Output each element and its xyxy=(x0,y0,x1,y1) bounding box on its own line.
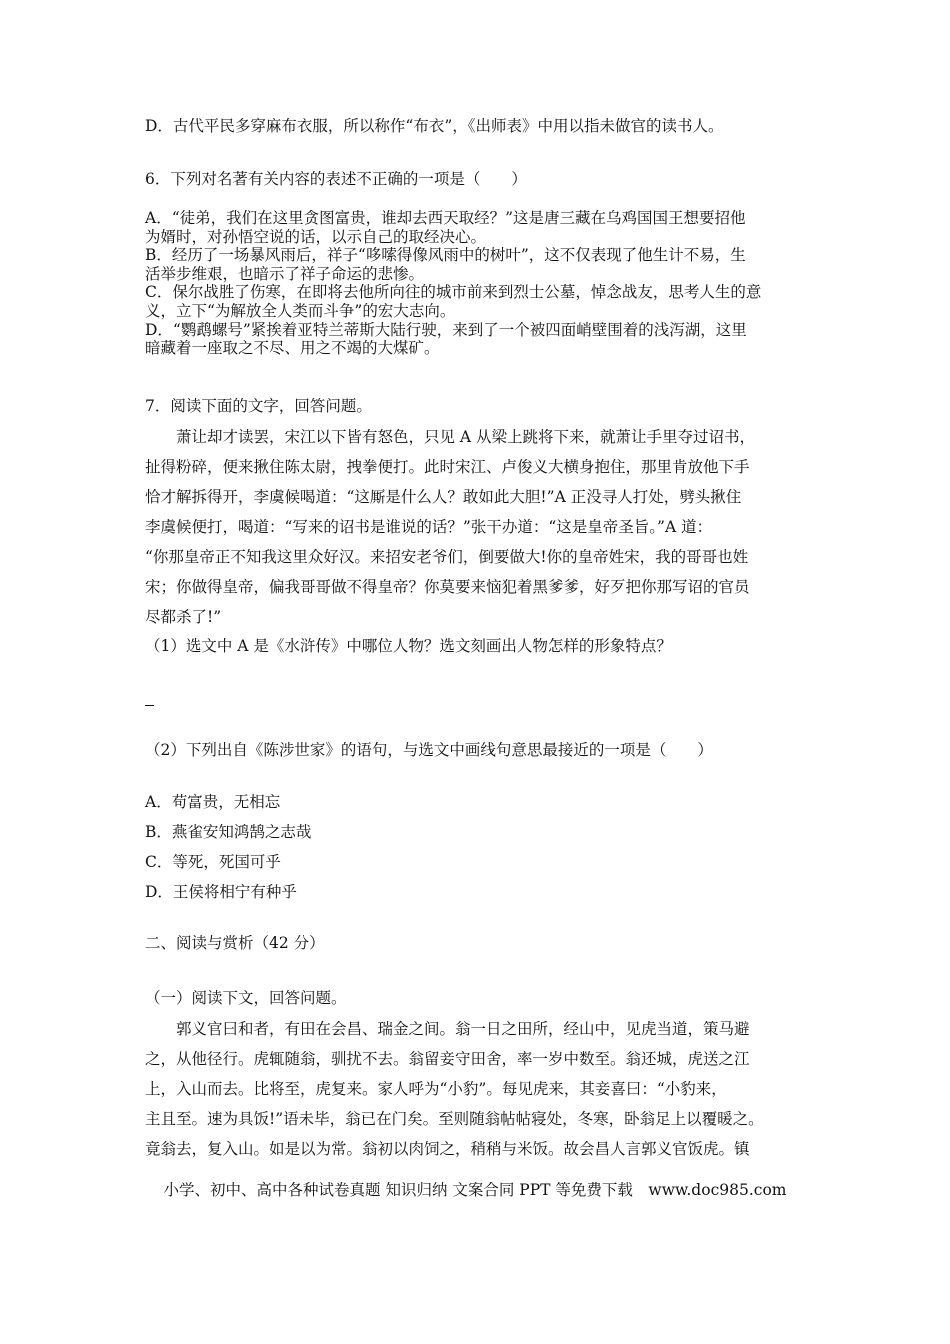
q6-option-line: 活举步维艰，也暗示了祥子命运的悲惨。 xyxy=(145,264,425,283)
q7-passage xyxy=(145,422,810,632)
q7-passage-line: 李虞候便打，喝道：“写来的诏书是谁说的话？”张干办道：“这是皇帝圣旨。”A 道： xyxy=(145,518,713,536)
section2-passage xyxy=(145,1014,810,1164)
q7-passage-line: 萧让却才读罢，宋江以下皆有怒色，只见 A 从梁上跳将下来，就萧让手里夺过诏书， xyxy=(176,428,756,446)
q6-option-line: 为婿时，对孙悟空说的话，以示自己的取经决心。 xyxy=(145,227,487,246)
q6-option-line: A．“徒弟，我们在这里贪图富贵，谁却去西天取经？”这是唐三藏在乌鸡国国王想要招他 xyxy=(145,209,746,227)
section2-passage-line: 上，入山而去。比将至，虎复来。家人呼为“小豹”。每见虎来，其妾喜曰：“小豹来， xyxy=(145,1080,727,1098)
q7-sub2-option: C．等死，死国可乎 xyxy=(145,853,281,871)
section2-passage-line: 竟翁去，复入山。如是以为常。翁初以肉饲之，稍稍与米饭。故会昌人言郭义官饭虎。镇 xyxy=(145,1140,750,1158)
q7-sub2-options xyxy=(145,787,810,907)
q7-sub2-option: A．苟富贵，无相忘 xyxy=(145,793,281,811)
q7-stem: 7．阅读下面的文字，回答问题。 xyxy=(145,397,372,415)
section2-part1-stem: （一）阅读下文，回答问题。 xyxy=(145,989,347,1007)
q7-passage-line: “你那皇帝正不知我这里众好汉。来招安老爷们，倒要做大!你的皇帝姓宋，我的哥哥也姓 xyxy=(145,548,749,566)
q6-option-line: 暗藏着一座取之不尽、用之不竭的大煤矿。 xyxy=(145,339,440,358)
page-footer: 小学、初中、高中各种试卷真题 知识归纳 文案合同 PPT 等免费下载 www.doc985.com xyxy=(163,1181,787,1199)
q5-option-d: D．古代平民多穿麻布衣服，所以称作“布衣”，《出师表》中用以指未做官的读书人。 xyxy=(145,117,724,135)
answer-blank xyxy=(145,705,154,706)
q7-sub2-option: B．燕雀安知鸿鹄之志哉 xyxy=(145,823,312,841)
q7-sub2: （2）下列出自《陈涉世家》的语句，与选文中画线句意思最接近的一项是（ ） xyxy=(145,741,713,759)
q7-sub2-option: D．王侯将相宁有种乎 xyxy=(145,883,297,901)
q6-option-line: C．保尔战胜了伤寒，在即将去他所向往的城市前来到烈士公墓，悼念战友，思考人生的意 xyxy=(145,283,762,302)
section2-passage-line: 郭义官曰和者，有田在会昌、瑞金之间。翁一日之田所，经山中，见虎当道，策马避 xyxy=(176,1020,750,1038)
q6-stem: 6．下列对名著有关内容的表述不正确的一项是（ ） xyxy=(145,170,527,188)
q6-options xyxy=(145,209,810,358)
q7-passage-line: 宋；你做得皇帝，偏我哥哥做不得皇帝？你莫要来恼犯着黑爹爹，好歹把你那写诏的官员 xyxy=(145,578,750,596)
q7-sub1: （1）选文中 A 是《水浒传》中哪位人物？选文刻画出人物怎样的形象特点？ xyxy=(145,637,672,655)
section2-title: 二、阅读与赏析（42 分） xyxy=(145,934,325,952)
q6-option-line: D．“鹦鹉螺号”紧挨着亚特兰蒂斯大陆行驶，来到了一个被四面峭壁围着的浅泻湖，这里 xyxy=(145,320,747,339)
q7-passage-line: 扯得粉碎，便来揪住陈太尉，拽拳便打。此时宋江、卢俊义大横身抱住，那里肯放他下手 xyxy=(145,458,750,476)
q6-option-line: B．经历了一场暴风雨后，祥子“哆嗦得像风雨中的树叶”，这不仅表现了他生计不易，生 xyxy=(145,246,746,265)
q7-passage-line: 恰才解拆得开，李虞候喝道：“这厮是什么人？敢如此大胆!”A 正没寻人打处，劈头揪住 xyxy=(145,488,742,506)
section2-passage-line: 主且至。速为具饭!”语未毕，翁已在门矣。至则随翁帖帖寝处，冬寒，卧翁足上以覆暖之。 xyxy=(145,1110,764,1128)
q7-passage-line: 尽都杀了!” xyxy=(145,608,222,626)
q6-option-line: 义，立下“为解放全人类而斗争”的宏大志向。 xyxy=(145,301,456,320)
section2-passage-line: 之，从他径行。虎辄随翁，驯扰不去。翁留妾守田舍，率一岁中数至。翁还城，虎送之江 xyxy=(145,1050,750,1068)
